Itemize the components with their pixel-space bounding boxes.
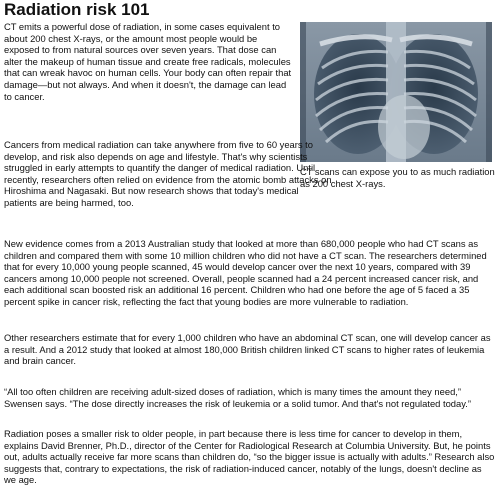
paragraph-2: Cancers from medical radiation can take anywhere from five to 60 years to develop, and risk also depends on age and lifestyle. That's why scientists struggled in early attempts to quantify the danger of medical radiation. Until recently, researchers often relied on evidence from the atomic bomb attacks on Hiroshima and Nagasaki. But now research shows that today's medical patients are being harmed, too. <box>4 139 332 208</box>
paragraph-3: New evidence comes from a 2013 Australian study that looked at more than 680,000 people who had CT scans as children and compared them with some 10 million children who did not have a CT scan. The researchers determined that for every 10,000 young people scanned, 45 would develop cancer over the next 10 years, compared with 39 cancers among 10,000 people not screened. Overall, people scanned had a 24 percent increased cancer risk, and each additional scan boosted risk an additional 16 percent. Children who had one before the age of 5 faced a 35 percent spike in cancer risk, reflecting the fact that young bodies are more vulnerable to radiation. <box>4 238 487 307</box>
paragraph-5: “All too often children are receiving adult-sized doses of radiation, which is many times the amount they need,” Swensen says. “The dose directly increases the risk of leukemia or a solid tumor. And that's not regulated today.” <box>4 386 471 409</box>
paragraph-4: Other researchers estimate that for every 1,000 children who have an abdominal CT scan, one will develop cancer as a result. And a 2012 study that looked at almost 180,000 British children linked CT scans to higher rates of leukemia and brain cancer. <box>4 332 491 367</box>
figure-caption: CT scans can expose you to as much radiation as 200 chest X-rays. <box>300 166 495 189</box>
paragraph-6: Radiation poses a smaller risk to older people, in part because there is less time for cancer to develop in them, explains David Brenner, Ph.D., director of the Center for Radiological Research at Columbia University. But, he points out, adults actually receive far more scans than children do, “so the bigger issue is actually with adults.” Research also suggests that, contrary to expectations, the risk of radiation-induced cancer, notably of the lungs, doesn't decline as we age. <box>4 428 495 486</box>
paragraph-1: CT emits a powerful dose of radiation, in some cases equivalent to about 200 chest X-rays, or the amount most people would be exposed to from natural sources over seven years. That dose can alter the makeup of human tissue and create free radicals, molecules that can wreak havoc on human cells. Your body can often repair that damage—but not always. And when it doesn't, the damage can lead to cancer. <box>4 21 292 102</box>
article-title: Radiation risk 101 <box>4 0 150 19</box>
